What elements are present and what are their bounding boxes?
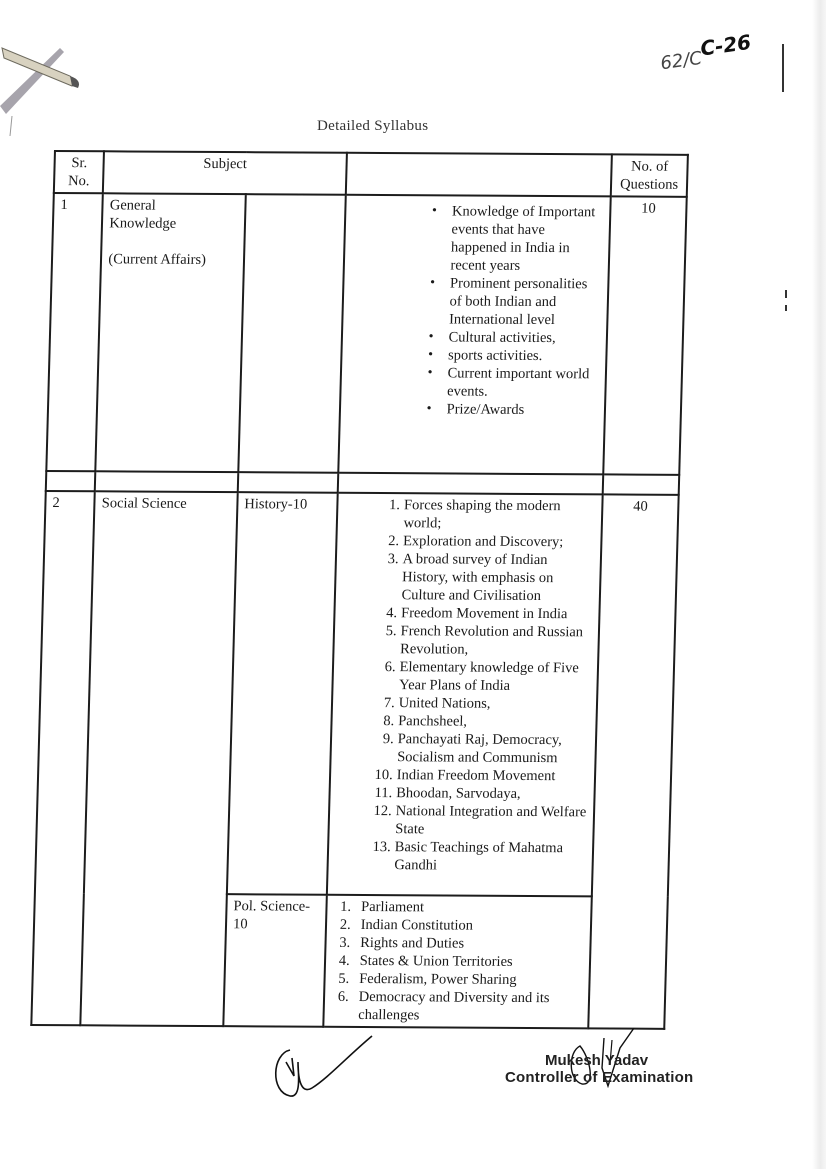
scanned-page-edge	[812, 0, 826, 1169]
header-questions: No. of Questions	[611, 154, 688, 196]
list-item: 6. Democracy and Diversity and its challenges	[337, 988, 550, 1024]
list-item: 11. Bhoodan, Sarvodaya,	[374, 785, 521, 802]
spacer-cell	[95, 471, 238, 492]
list-item: 8. Panchsheel,	[383, 713, 468, 730]
cell-topics	[338, 195, 611, 475]
table-row	[46, 193, 686, 475]
list-item: 9. Panchayati Raj, Democracy, Socialism and Communism	[382, 731, 563, 767]
list-item: 3. A broad survey of Indian History, with emphasis on Culture and Civilisation	[387, 551, 554, 605]
cell-sr-no: 2	[31, 491, 95, 1025]
list-item: 6. Elementary knowledge of Five Year Plans of India	[384, 659, 580, 694]
spacer-cell	[603, 474, 679, 494]
list-item: • Prominent personalities of both Indian and International level	[427, 274, 602, 329]
signatory-name: Mukesh Yadav	[545, 1052, 649, 1069]
handwritten-reference	[659, 29, 754, 75]
cell-sr-no: 1	[46, 193, 103, 471]
list-item: 12. National Integration and Welfare State	[373, 803, 587, 838]
margin-mark	[785, 305, 787, 311]
list-item: 4. Freedom Movement in India	[386, 605, 568, 623]
header-sr-no: Sr. No.	[54, 151, 104, 193]
signature-block	[505, 1052, 693, 1086]
handwritten-suffix: C-26	[698, 29, 753, 61]
list-item: 4. States & Union Territories	[338, 952, 513, 970]
spacer-cell	[238, 472, 338, 493]
cell-subject	[96, 193, 246, 472]
header-topics	[345, 153, 612, 197]
list-item: • sports activities.	[426, 346, 600, 365]
list-item: • Knowledge of Important events that have happened in India in recent years	[428, 202, 603, 275]
subject-label: General Knowledge	[109, 197, 177, 232]
cell-questions: 10	[603, 196, 686, 474]
list-item: 1. Forces shaping the modern world;	[388, 497, 561, 532]
list-item: 2. Indian Constitution	[339, 916, 474, 934]
table-row	[35, 491, 679, 897]
spacer-cell	[337, 473, 603, 495]
spacer-cell	[46, 471, 96, 491]
list-item: 2. Exploration and Discovery;	[387, 533, 564, 551]
cell-subcategory	[223, 894, 326, 1027]
list-item: 1. Parliament	[340, 898, 425, 916]
list-item: 10. Indian Freedom Movement	[374, 767, 556, 785]
list-item: • Prize/Awards	[424, 400, 598, 419]
list-item: 7. United Nations,	[383, 695, 491, 712]
list-item: 5. French Revolution and Russian Revolution,	[385, 623, 584, 658]
topic-bullet-list	[346, 198, 603, 420]
subject-note: (Current Affairs)	[108, 251, 207, 268]
staple-pin-icon	[0, 36, 90, 136]
signatory-title: Controller of Examination	[505, 1069, 694, 1086]
cell-questions: 40	[588, 494, 678, 1028]
history-topic-list	[334, 496, 596, 894]
cell-topics	[323, 895, 592, 1029]
margin-mark	[785, 290, 787, 298]
cell-subcategory	[238, 194, 345, 473]
signature-scribble-icon	[268, 1032, 378, 1102]
cell-topics	[326, 493, 602, 897]
list-item: • Current important world events.	[425, 364, 599, 401]
cell-subject: Social Science	[81, 491, 238, 1026]
list-item: • Cultural activities,	[426, 328, 600, 347]
syllabus-table-container	[30, 150, 689, 1030]
pol-science-topic-list	[330, 898, 585, 1026]
margin-mark	[782, 44, 784, 92]
table-header-row	[54, 151, 688, 197]
list-item: 5. Federalism, Power Sharing	[338, 970, 517, 988]
handwritten-prefix: 62/C	[659, 47, 704, 75]
header-subject: Subject	[103, 151, 346, 194]
subcategory-label: Pol. Science-10	[232, 898, 311, 933]
list-item: 3. Rights and Duties	[339, 934, 465, 952]
document-title: Detailed Syllabus	[317, 118, 429, 134]
list-item: 13. Basic Teachings of Mahatma Gandhi	[372, 839, 564, 874]
syllabus-table	[30, 150, 689, 1030]
cell-subcategory: History-10	[227, 492, 338, 895]
